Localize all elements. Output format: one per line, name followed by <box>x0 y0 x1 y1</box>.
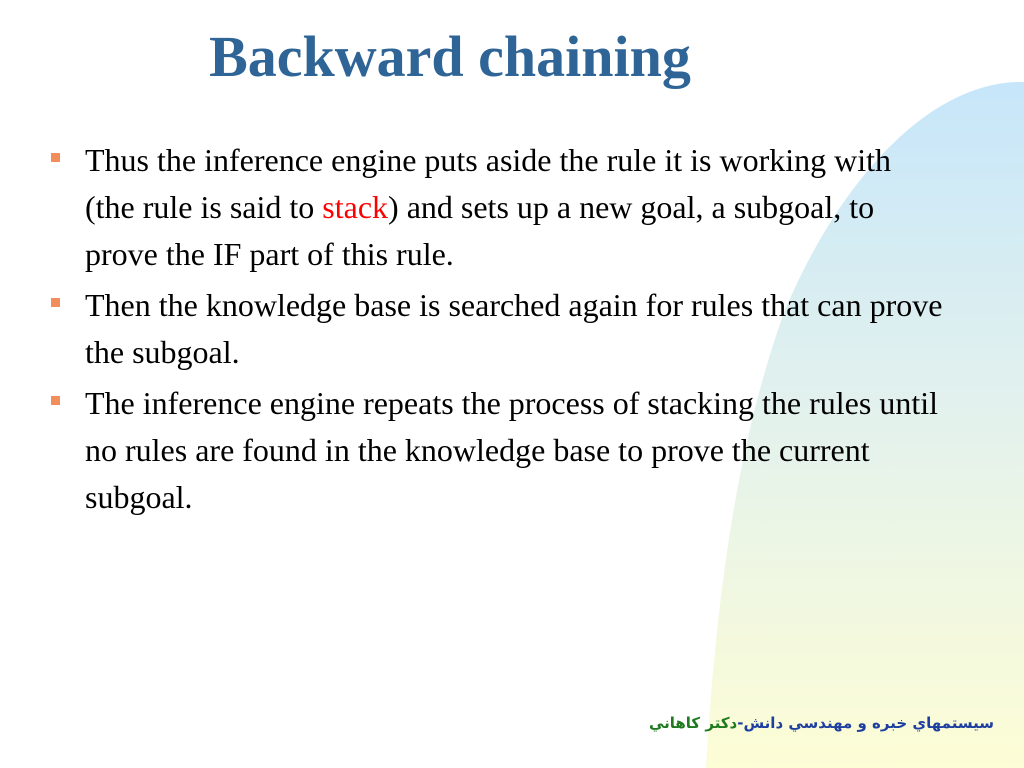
bullet-text-1a: Thus the inference engine puts aside the rule it is working with (the rule is said to <box>85 142 892 225</box>
bullet-item-3 <box>45 380 945 521</box>
footer-author: دكتر كاهاني <box>648 714 738 732</box>
bullet-text-2: Then the knowledge base is searched again for rules that can prove the subgoal. <box>85 287 943 370</box>
bullet-list <box>45 137 945 525</box>
square-bullet-icon <box>51 298 60 307</box>
slide-title: Backward chaining <box>209 24 691 89</box>
bullet-text-1b: ) and sets up a new goal, a subgoal, to prove the IF part of this rule. <box>85 189 875 272</box>
bullet-item-2 <box>45 282 945 376</box>
bullet-item-1 <box>45 137 945 278</box>
square-bullet-icon <box>51 396 60 405</box>
bullet-text-3: The inference engine repeats the process of stacking the rules until no rules are found in the knowledge base to prove the current subgoal. <box>85 385 938 515</box>
footer-course-title: سيستمهاي خبره و مهندسي دانش- <box>737 714 994 732</box>
highlight-word-stack: stack <box>322 189 389 225</box>
slide-footer <box>649 711 994 735</box>
square-bullet-icon <box>51 153 60 162</box>
